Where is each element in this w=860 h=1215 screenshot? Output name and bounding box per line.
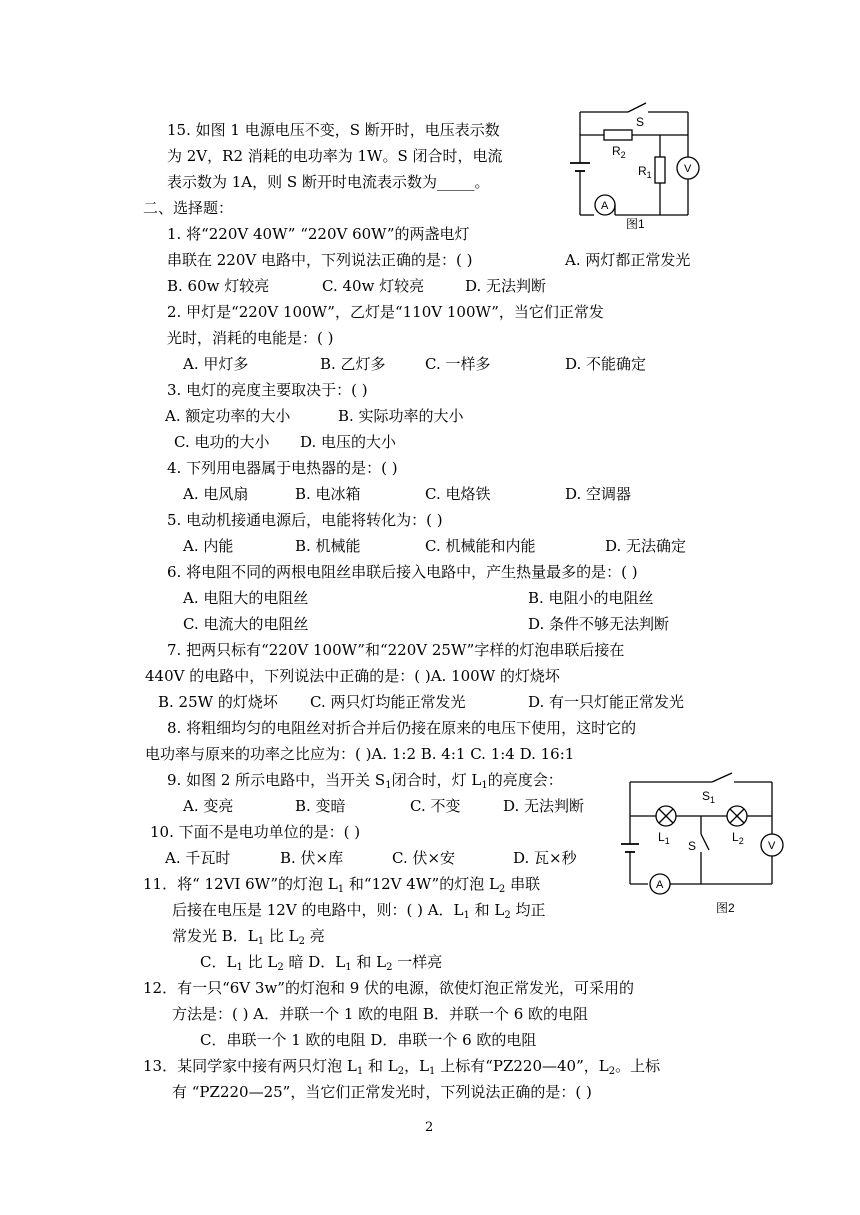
- q2-option-c: C. 一样多: [425, 355, 491, 373]
- q1-line-2: 串联在 220V 电路中，下列说法正确的是：( ): [167, 251, 473, 269]
- q9-option-b: B. 变暗: [295, 797, 346, 815]
- fig2-s1-label: $S_1$: [702, 789, 716, 805]
- q13-line-2: 有 “PZ220—25”，当它们正常发光时，下列说法正确的是：( ): [172, 1083, 592, 1101]
- q6-option-b: B. 电阻小的电阻丝: [528, 589, 654, 607]
- q7-line-1: 7. 把两只标有“220V 100W”和“220V 25W”字样的灯泡串联后接在: [167, 641, 625, 659]
- figure-2-circuit: [620, 770, 790, 920]
- q6-line-1: 6. 将电阻不同的两根电阻丝串联后接入电路中，产生热量最多的是：( ): [167, 563, 638, 581]
- q10-option-c: C. 伏×安: [392, 849, 456, 867]
- q8-line-1: 8. 将粗细均匀的电阻丝对折合并后仍接在原来的电压下使用，这时它的: [167, 719, 637, 737]
- q1-option-b: B. 60w 灯较亮: [167, 277, 270, 295]
- q1-option-c: C. 40w 灯较亮: [322, 277, 425, 295]
- q2-option-b: B. 乙灯多: [320, 355, 386, 373]
- q9-option-d: D. 无法判断: [503, 797, 585, 815]
- q11-line-3: 常发光 B．$L_1$ 比 $L_2$ 亮: [172, 927, 325, 947]
- q4-option-a: A. 电风扇: [183, 485, 249, 503]
- q2-line-1: 2. 甲灯是“220V 100W”，乙灯是“110V 100W”，当它们正常发: [167, 303, 604, 321]
- q6-option-a: A. 电阻大的电阻丝: [183, 589, 309, 607]
- q7-line-2: 440V 的电路中，下列说法中正确的是：( )A. 100W 的灯烧坏: [145, 667, 560, 685]
- q9-option-c: C. 不变: [410, 797, 461, 815]
- q11-line-1: 11．将“ 12VI 6W”的灯泡 $L_1$ 和“12V 4W”的灯泡 $L_2$ 串联: [143, 875, 541, 895]
- q4-line-1: 4. 下列用电器属于电热器的是：( ): [167, 459, 398, 477]
- figure-1-circuit: [560, 95, 700, 235]
- q5-option-d: D. 无法确定: [605, 537, 687, 555]
- q10-option-b: B. 伏×库: [280, 849, 344, 867]
- q2-option-d: D. 不能确定: [565, 355, 647, 373]
- q11-line-4: C．$L_1$ 比 $L_2$ 暗 D．$L_1$ 和 $L_2$ 一样亮: [200, 953, 443, 973]
- q1-option-d: D. 无法判断: [465, 277, 547, 295]
- q5-option-a: A. 内能: [183, 537, 234, 555]
- fig2-l2-label: $L_2$: [732, 830, 744, 846]
- q15-line-3: 表示数为 1A，则 S 断开时电流表示数为_____。: [167, 173, 490, 191]
- q7-option-b: B. 25W 的灯烧坏: [158, 693, 278, 711]
- q4-option-c: C. 电烙铁: [425, 485, 491, 503]
- fig1-ammeter-label: A: [601, 200, 609, 212]
- q9-option-a: A. 变亮: [183, 797, 234, 815]
- q3-option-b: B. 实际功率的大小: [338, 407, 464, 425]
- fig1-voltmeter-label: V: [684, 163, 692, 175]
- q3-option-d: D. 电压的大小: [300, 433, 397, 451]
- q4-option-b: B. 电冰箱: [295, 485, 361, 503]
- q9-line-1: 9. 如图 2 所示电路中，当开关 $S_1$闭合时，灯 $L_1$的亮度会：: [167, 771, 563, 791]
- q3-option-c: C. 电功的大小: [174, 433, 270, 451]
- q7-option-c: C. 两只灯均能正常发光: [310, 693, 466, 711]
- q12-line-3: C．串联一个 1 欧的电阻 D．串联一个 6 欧的电阻: [200, 1031, 537, 1049]
- q6-option-c: C. 电流大的电阻丝: [183, 615, 309, 633]
- fig2-voltmeter-label: V: [768, 840, 776, 852]
- fig2-caption: 图2: [716, 901, 735, 915]
- section-heading: 二、选择题：: [143, 199, 234, 217]
- q12-line-1: 12．有一只“6V 3w”的灯泡和 9 伏的电源，欲使灯泡正常发光，可采用的: [143, 979, 635, 997]
- q13-line-1: 13．某同学家中接有两只灯泡 $L_1$ 和 $L_2$，$L_1$ 上标有“PZ220—40”，$L_2$。上标: [143, 1057, 661, 1077]
- q15-line-1: 15. 如图 1 电源电压不变，S 断开时，电压表示数: [167, 121, 500, 139]
- q12-line-2: 方法是：( ) A．并联一个 1 欧的电阻 B．并联一个 6 欧的电阻: [172, 1005, 589, 1023]
- q3-line-1: 3. 电灯的亮度主要取决于：( ): [167, 381, 368, 399]
- q1-line-1: 1. 将“220V 40W” “220V 60W”的两盏电灯: [167, 225, 470, 243]
- q2-line-2: 光时，消耗的电能是：( ): [167, 329, 334, 347]
- page-number: 2: [425, 1120, 434, 1135]
- q10-option-d: D. 瓦×秒: [513, 849, 577, 867]
- fig2-l1-label: $L_1$: [658, 830, 670, 846]
- fig1-r2-label: $R_2$: [612, 144, 626, 160]
- q5-line-1: 5. 电动机接通电源后，电能将转化为：( ): [167, 511, 443, 529]
- q15-line-2: 为 2V，R2 消耗的电功率为 1W。S 闭合时，电流: [167, 147, 503, 165]
- fig1-s-label: S: [636, 115, 645, 129]
- q10-option-a: A. 千瓦时: [165, 849, 231, 867]
- q3-option-a: A. 额定功率的大小: [165, 407, 291, 425]
- q6-option-d: D. 条件不够无法判断: [528, 615, 670, 633]
- q5-option-b: B. 机械能: [295, 537, 361, 555]
- q10-line-1: 10. 下面不是电功单位的是：( ): [150, 823, 361, 841]
- q11-line-2: 后接在电压是 12V 的电路中，则：( ) A．$L_1$ 和 $L_2$ 均正: [172, 901, 546, 921]
- fig1-r1-label: $R_1$: [638, 164, 652, 180]
- q8-line-2: 电功率与原来的功率之比应为：( )A. 1:2 B. 4:1 C. 1:4 D. 16:1: [145, 745, 575, 763]
- fig2-ammeter-label: A: [656, 879, 664, 891]
- q1-option-a: A. 两灯都正常发光: [565, 251, 691, 269]
- q5-option-c: C. 机械能和内能: [425, 537, 536, 555]
- fig2-s-label: S: [688, 839, 697, 853]
- q2-option-a: A. 甲灯多: [183, 355, 249, 373]
- q4-option-d: D. 空调器: [565, 485, 632, 503]
- fig1-caption: 图1: [626, 217, 645, 231]
- q7-option-d: D. 有一只灯能正常发光: [528, 693, 685, 711]
